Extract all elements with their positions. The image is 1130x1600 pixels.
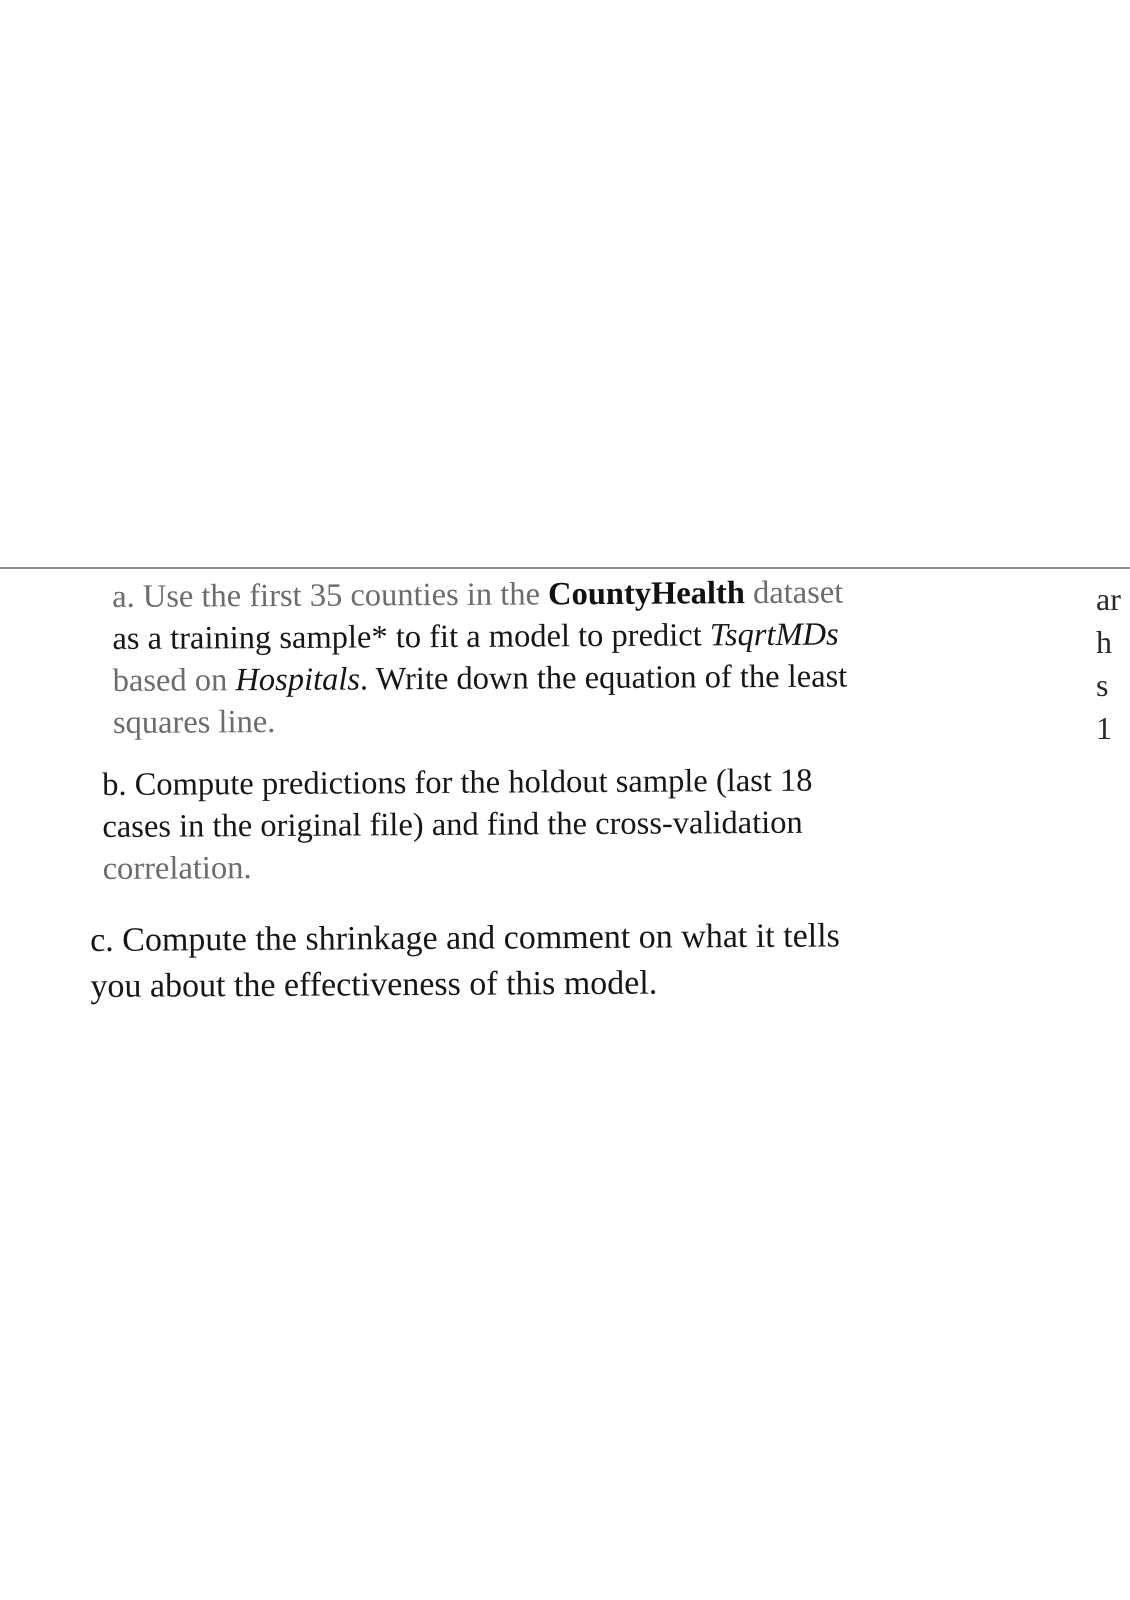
predictor-variable: Hospitals [235, 661, 361, 699]
part-a-line-3 [113, 656, 848, 702]
adjacent-column-fragment [1090, 578, 1130, 750]
part-a-line-3-lead: based on [112, 662, 236, 699]
part-a-line-3-tail: . Write down the equation of the least [359, 658, 848, 698]
dataset-name: CountyHealth [547, 575, 746, 613]
horizontal-rule [0, 567, 1130, 569]
adjacent-fragment: 1 [1096, 710, 1112, 746]
exercise-part-c [90, 913, 840, 1010]
adjacent-fragment: h [1096, 624, 1112, 660]
response-variable: TsqrtMDs [709, 616, 839, 654]
part-c-line-1: c. Compute the shrinkage and comment on what it tells [90, 917, 840, 959]
part-b-line-2: cases in the original file) and find the cross-validation [102, 804, 803, 845]
part-a-line-4: squares line. [112, 704, 276, 741]
part-a-line-1 [112, 572, 847, 618]
adjacent-fragment: ar [1096, 581, 1121, 617]
part-a-line-2 [112, 614, 847, 660]
part-a-dataset-word: dataset [744, 574, 844, 612]
exercise-part-b [102, 760, 813, 890]
exercise-part-a [112, 572, 848, 744]
part-a-line-2-lead: as a training sample* to fit a model to predict [112, 617, 710, 657]
part-a-lead: a. Use the first 35 counties in the [112, 576, 549, 615]
part-b-line-1: b. Compute predictions for the holdout sample (last 18 [102, 762, 813, 803]
adjacent-fragment: s [1096, 667, 1109, 703]
part-b-line-3: correlation. [102, 850, 252, 887]
part-c-line-2: you about the effectiveness of this model. [90, 964, 658, 1005]
